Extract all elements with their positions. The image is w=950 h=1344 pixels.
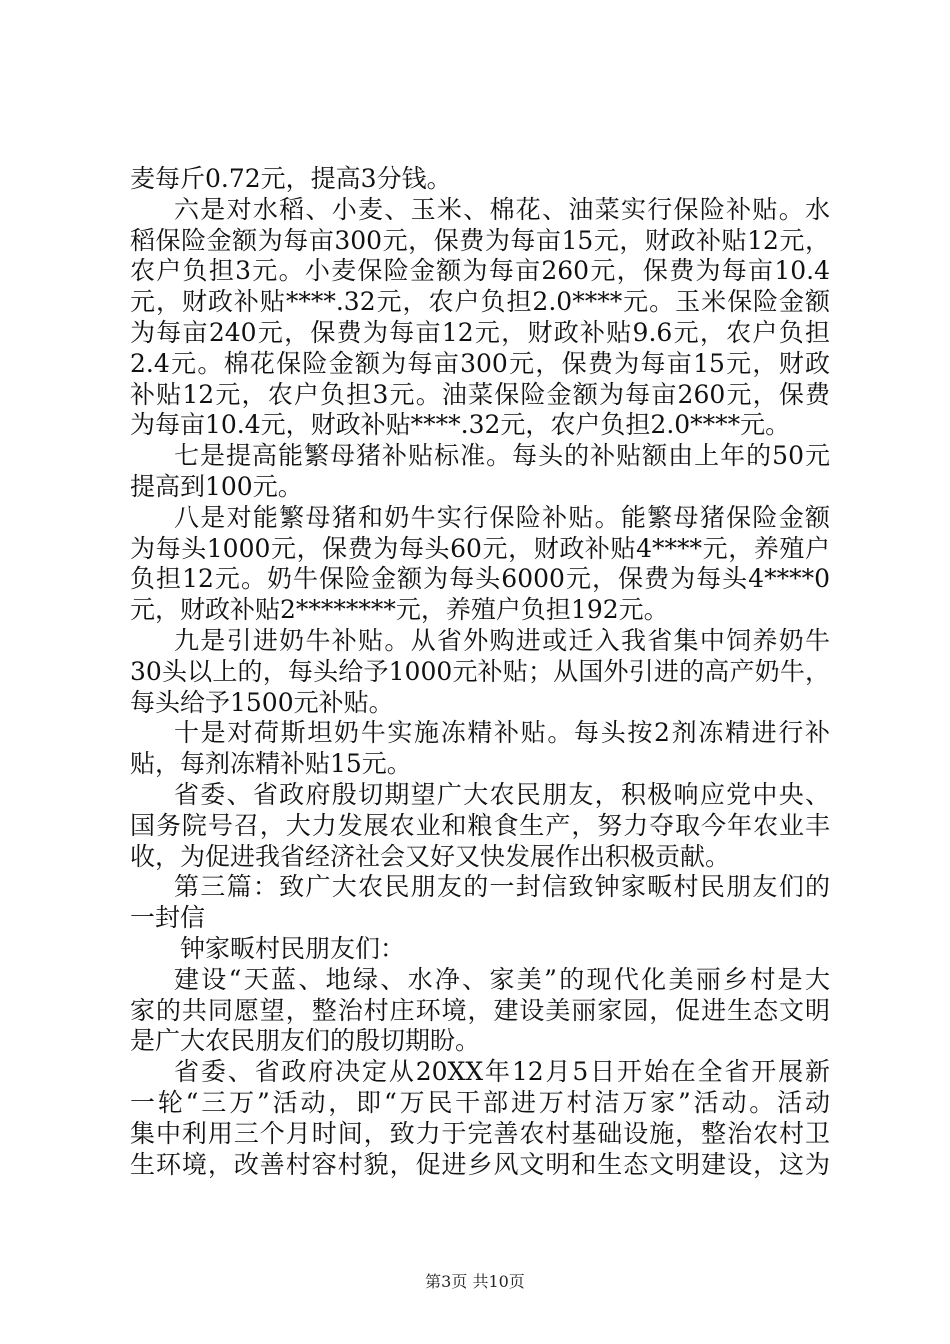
text-line: 生环境，改善村容村貌，促进乡风文明和生态文明建设，这为 — [130, 1149, 830, 1179]
text-line: 家的共同愿望，整治村庄环境，建设美丽家园，促进生态文明 — [130, 995, 830, 1025]
text-line: 元，财政补贴****.32元，农户负担2.0****元。玉米保险金额 — [130, 287, 830, 317]
section-heading: 第三篇：致广大农民朋友的一封信致钟家畈村民朋友们的 — [174, 872, 830, 902]
text-line: 国务院号召，大力发展农业和粮食生产，努力夺取今年农业丰 — [130, 810, 830, 840]
text-line: 为每亩240元，保费为每亩12元，财政补贴9.6元，农户负担 — [130, 317, 830, 347]
text-line: 八是对能繁母猪和奶牛实行保险补贴。能繁母猪保险金额 — [174, 502, 830, 532]
text-line: 省委、省政府决定从20XX年12月5日开始在全省开展新 — [174, 1057, 830, 1087]
text-line: 六是对水稻、小麦、玉米、棉花、油菜实行保险补贴。水 — [174, 194, 830, 224]
text-line: 十是对荷斯坦奶牛实施冻精补贴。每头按2剂冻精进行补 — [174, 718, 830, 748]
text-line: 30头以上的，每头给予1000元补贴；从国外引进的高产奶牛， — [130, 656, 830, 686]
salutation: 钟家畈村民朋友们： — [180, 933, 406, 963]
text-line: 集中利用三个月时间，致力于完善农村基础设施，整治农村卫 — [130, 1118, 830, 1148]
text-line: 提高到100元。 — [130, 471, 303, 501]
text-line: 省委、省政府殷切期望广大农民朋友，积极响应党中央、 — [174, 779, 830, 809]
text-line: 九是引进奶牛补贴。从省外购进或迁入我省集中饲养奶牛 — [174, 625, 830, 655]
text-line: 元，财政补贴2********元，养殖户负担192元。 — [130, 595, 669, 625]
text-line: 补贴12元，农户负担3元。油菜保险金额为每亩260元，保费 — [130, 379, 830, 409]
text-line: 七是提高能繁母猪补贴标准。每头的补贴额由上年的50元 — [174, 441, 830, 471]
page-number-footer: 第3页 共10页 — [425, 1272, 525, 1291]
text-line: 农户负担3元。小麦保险金额为每亩260元，保费为每亩10.4 — [130, 256, 830, 286]
text-line: 是广大农民朋友们的殷切期盼。 — [130, 1026, 481, 1056]
text-line: 贴，每剂冻精补贴15元。 — [130, 749, 412, 779]
text-line: 麦每斤0.72元，提高3分钱。 — [130, 164, 452, 193]
text-line: 负担12元。奶牛保险金额为每头6000元，保费为每头4****0 — [130, 564, 830, 594]
text-line: 稻保险金额为每亩300元，保费为每亩15元，财政补贴12元， — [130, 225, 830, 255]
text-line: 一轮“三万”活动，即“万民干部进万村洁万家”活动。活动 — [130, 1087, 830, 1117]
section-heading: 一封信 — [130, 903, 206, 933]
text-line: 为每头1000元，保费为每头60元，财政补贴4****元，养殖户 — [130, 533, 830, 563]
text-line: 每头给予1500元补贴。 — [130, 687, 394, 717]
text-line: 2.4元。棉花保险金额为每亩300元，保费为每亩15元，财政 — [130, 348, 830, 378]
text-line: 建设“天蓝、地绿、水净、家美”的现代化美丽乡村是大 — [174, 964, 830, 994]
text-line: 为每亩10.4元，财政补贴****.32元，农户负担2.0****元。 — [130, 410, 791, 440]
text-line: 收，为促进我省经济社会又好又快发展作出积极贡献。 — [130, 841, 731, 871]
document-body — [130, 164, 830, 1180]
